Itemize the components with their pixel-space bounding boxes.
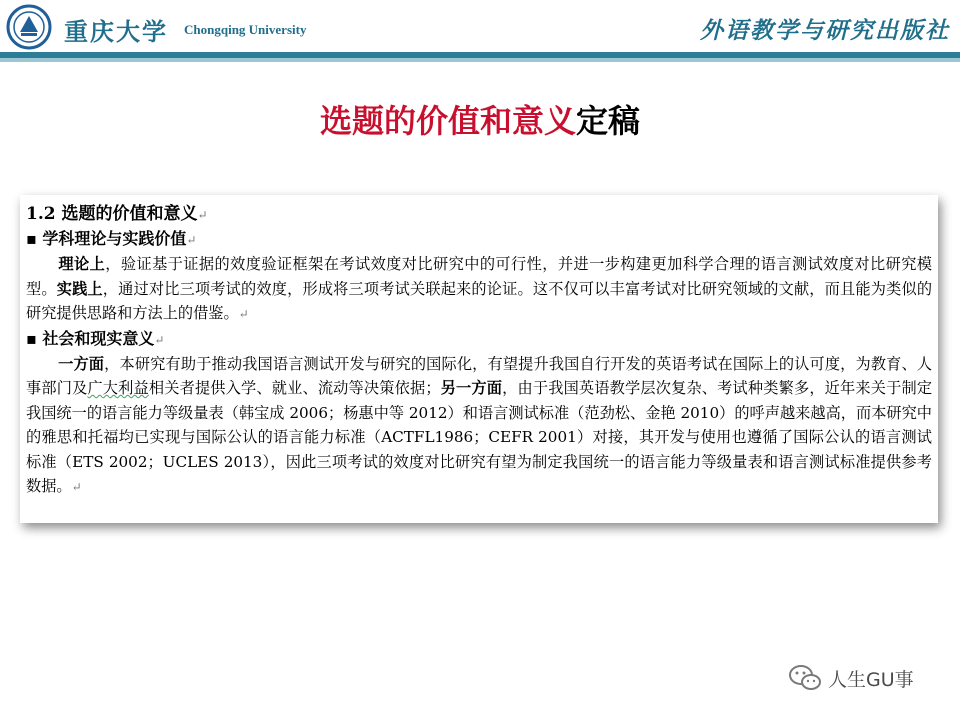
paragraph-social-significance: 一方面，本研究有助于推动我国语言测试开发与研究的国际化，有望提升我国自行开发的英语考试在国际上的认可度，为教育、人事部门及广大利益相关者提供入学、就业、流动等决策依据；另一方面，由于我国英语教学层次复杂、考试种类繁多，近年来关于制定我国统一的语言能力等级量表（韩宝成 2006；杨惠中等 2012）和语言测试标准（范劲松、金艳 2010）的呼声越来越高，而本研究中的雅思和托福均已实现与国际公认的语言能力标准（ACTFL1986；CEFR 2001）对接，其开发与使用也遵循了国际公认的语言测试标准（ETS 2002；UCLES 2013），因此三项考试的效度对比研究有望为制定我国统一的语言能力等级量表和语言测试标准提供参考数据。↵	[26, 354, 933, 495]
watermark	[788, 664, 914, 692]
section-heading: 1.2 选题的价值和意义↵	[26, 204, 208, 224]
university-name-cn: 重庆大学	[64, 17, 168, 46]
watermark-text: 人生GU事	[828, 668, 914, 691]
university-name-en: Chongqing University	[184, 22, 307, 37]
slide-header	[0, 0, 960, 52]
slide-title	[0, 96, 960, 142]
university-logo-icon	[6, 4, 52, 50]
slide-title-black: 定稿	[576, 102, 641, 140]
press-name: 外语教学与研究出版社	[700, 17, 950, 44]
header-divider-light	[0, 58, 960, 62]
wechat-icon	[788, 664, 822, 692]
document-excerpt	[20, 195, 938, 523]
paragraph-theory-practice: 理论上，验证基于证据的效度验证框架在考试效度对比研究中的可行性，并进一步构建更加科学合理的语言测试效度对比研究模型。实践上，通过对比三项考试的效度，形成将三项考试关联起来的论证。这不仅可以丰富考试对比研究领域的文献，而且能为类似的研究提供思路和方法上的借鉴。↵	[26, 255, 933, 322]
subheading-social-significance: ▪ 社会和现实意义↵	[26, 328, 165, 348]
subheading-theory-practice: ▪ 学科理论与实践价值↵	[26, 229, 197, 248]
slide-title-red: 选题的价值和意义	[319, 102, 576, 140]
